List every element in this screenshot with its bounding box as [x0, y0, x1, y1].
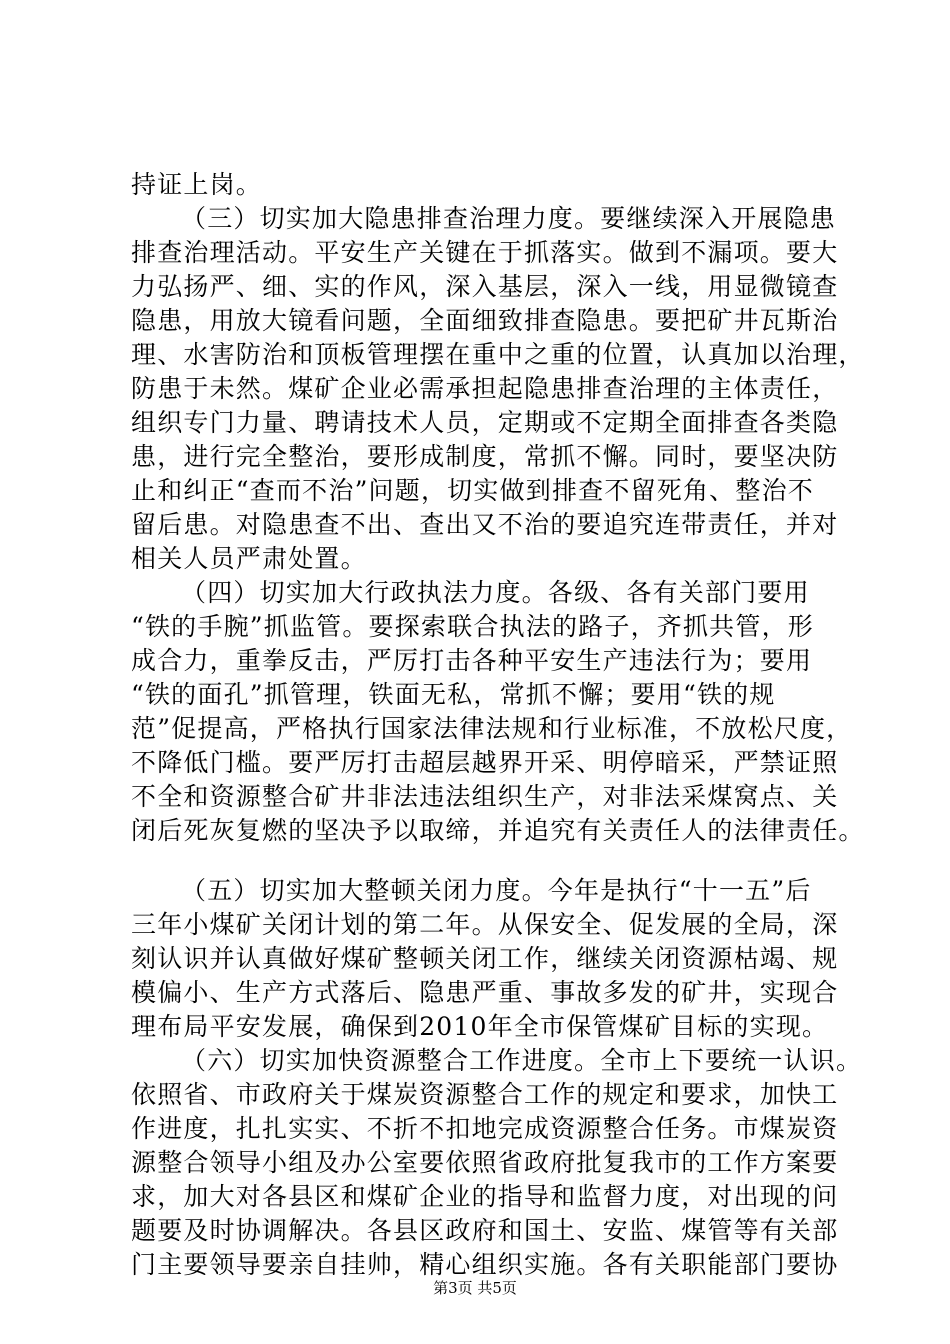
text-line: 隐患，用放大镜看问题，全面细致排查隐患。要把矿井瓦斯治	[131, 306, 839, 335]
text-line: 力弘扬严、细、实的作风，深入基层，深入一线，用显微镜查	[131, 272, 839, 301]
text-line: 组织专门力量、聘请技术人员，定期或不定期全面排查各类隐	[131, 408, 839, 437]
text-line: 持证上岗。	[131, 170, 263, 199]
text-line: “铁的面孔”抓管理，铁面无私，常抓不懈；要用“铁的规	[131, 680, 776, 709]
text-line: 刻认识并认真做好煤矿整顿关闭工作，继续关闭资源枯竭、规	[131, 944, 839, 973]
paragraph-5-heading-line: （五）切实加大整顿关闭力度。今年是执行“十一五”后	[181, 876, 812, 905]
text-line: 止和纠正“查而不治”问题，切实做到排查不留死角、整治不	[131, 476, 814, 505]
text-line: 作进度，扎扎实实、不折不扣地完成资源整合任务。市煤炭资	[131, 1114, 839, 1143]
text-line: 模偏小、生产方式落后、隐患严重、事故多发的矿井，实现合	[131, 978, 839, 1007]
text-line: 防患于未然。煤矿企业必需承担起隐患排查治理的主体责任，	[131, 374, 839, 403]
paragraph-4-heading-line: （四）切实加大行政执法力度。各级、各有关部门要用	[181, 578, 810, 607]
text-line: 求，加大对各县区和煤矿企业的指导和监督力度，对出现的问	[131, 1182, 839, 1211]
text-line: 三年小煤矿关闭计划的第二年。从保安全、促发展的全局，深	[131, 910, 839, 939]
text-line: 范”促提高，严格执行国家法律法规和行业标准，不放松尺度，	[131, 714, 853, 743]
text-line: 不降低门槛。要严厉打击超层越界开采、明停暗采，严禁证照	[131, 748, 839, 777]
text-line: 理布局平安发展，确保到2010年全市保管煤矿目标的实现。	[131, 1012, 829, 1041]
text-line: 源整合领导小组及办公室要依照省政府批复我市的工作方案要	[131, 1148, 839, 1177]
text-line: 不全和资源整合矿井非法违法组织生产，对非法采煤窝点、关	[131, 782, 839, 811]
text-line: 相关人员严肃处置。	[131, 544, 367, 573]
text-line: 门主要领导要亲自挂帅，精心组织实施。各有关职能部门要协	[131, 1250, 839, 1279]
paragraph-3-heading-line: （三）切实加大隐患排查治理力度。要继续深入开展隐患	[181, 204, 837, 233]
paragraph-6-heading-line: （六）切实加快资源整合工作进度。全市上下要统一认识。	[181, 1046, 863, 1075]
text-line: 留后患。对隐患查不出、查出又不治的要追究连带责任，并对	[131, 510, 839, 539]
text-line: 题要及时协调解决。各县区政府和国土、安监、煤管等有关部	[131, 1216, 839, 1245]
text-line: 依照省、市政府关于煤炭资源整合工作的规定和要求，加快工	[131, 1080, 839, 1109]
text-line: 排查治理活动。平安生产关键在于抓落实。做到不漏项。要大	[131, 238, 839, 267]
text-line: “铁的手腕”抓监管。要探索联合执法的路子，齐抓共管，形	[131, 612, 814, 641]
text-line: 成合力，重拳反击，严厉打击各种平安生产违法行为；要用	[131, 646, 813, 675]
text-line: 理、水害防治和顶板管理摆在重中之重的位置，认真加以治理，	[131, 340, 865, 369]
text-line: 患，进行完全整治，要形成制度，常抓不懈。同时，要坚决防	[131, 442, 839, 471]
page-number-footer: 第3页 共5页	[433, 1279, 517, 1297]
text-line: 闭后死灰复燃的坚决予以取缔，并追究有关责任人的法律责任。	[131, 816, 865, 845]
